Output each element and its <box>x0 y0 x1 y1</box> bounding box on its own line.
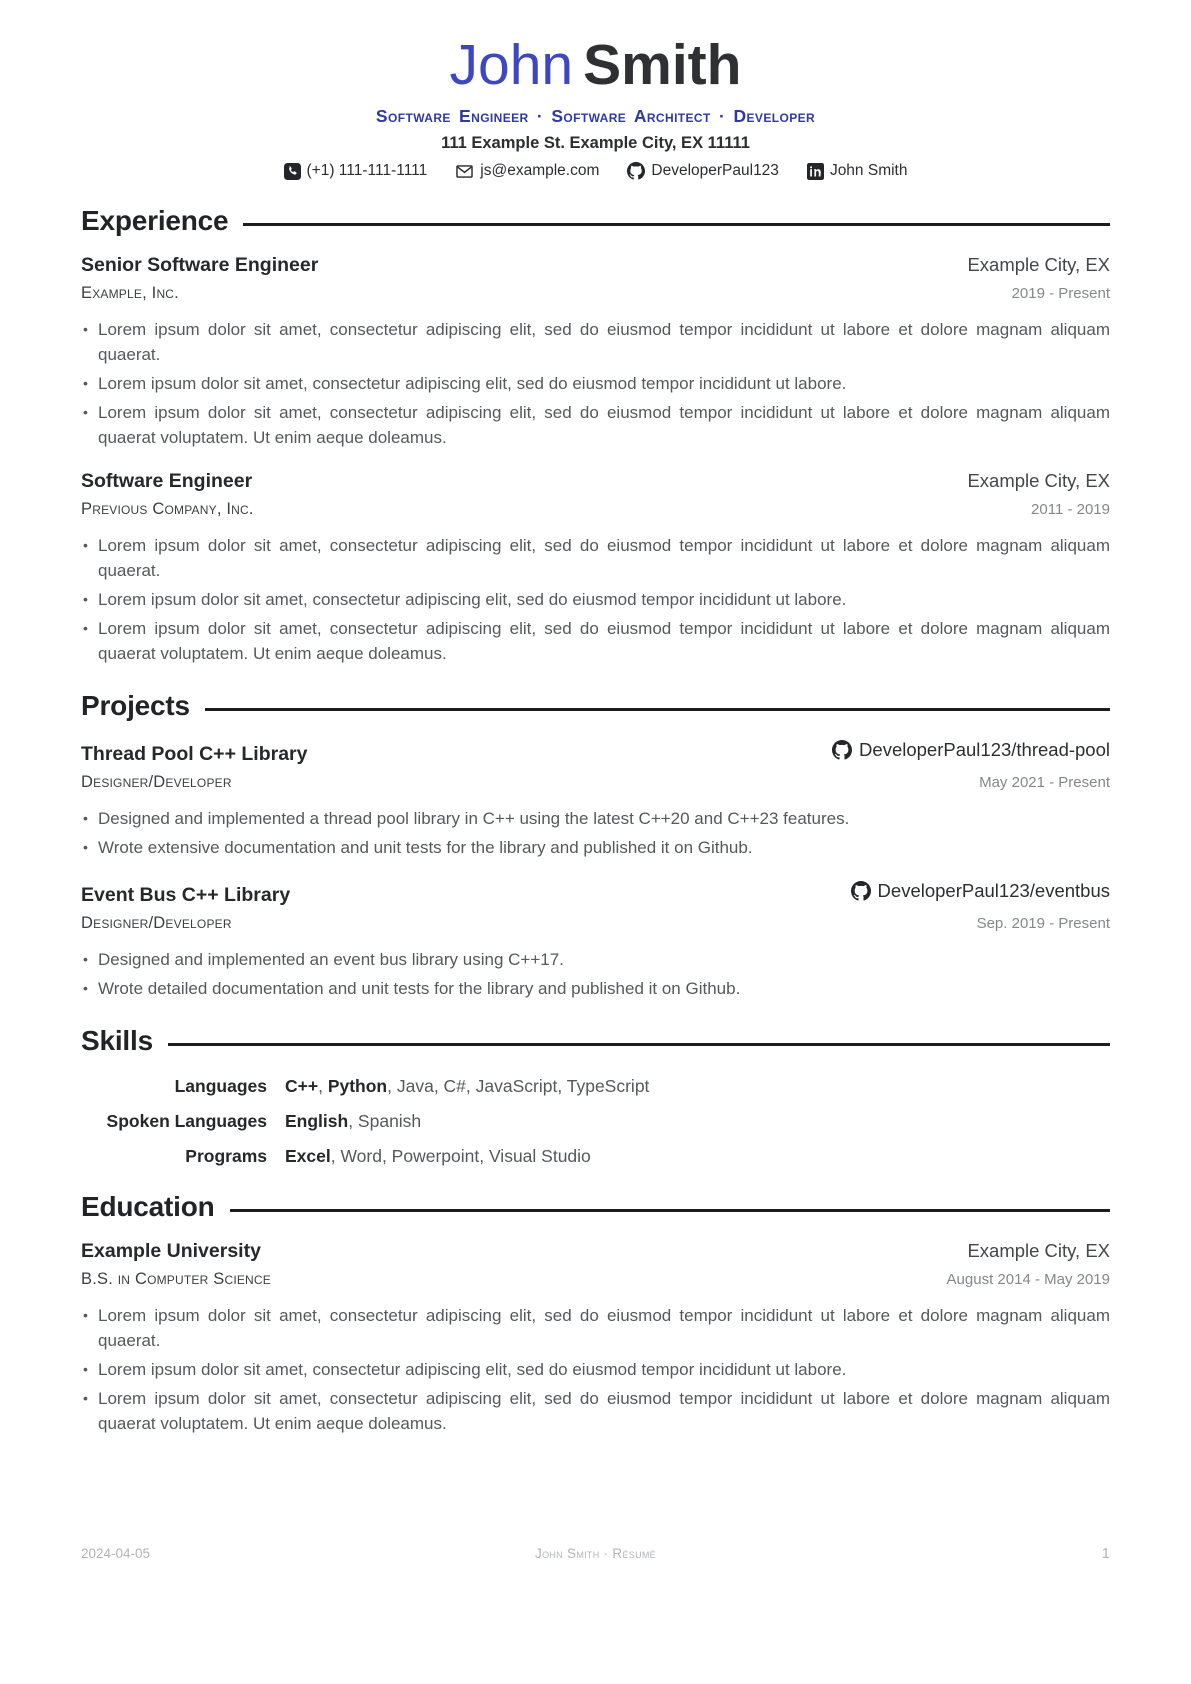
skill-value: , Word, Powerpoint, Visual Studio <box>330 1145 591 1166</box>
skill-values <box>285 1111 1110 1132</box>
skill-row <box>81 1076 1110 1097</box>
skill-value: Python <box>327 1075 388 1096</box>
address: 111 Example St. Example City, EX 11111 <box>441 133 750 152</box>
github-icon <box>851 881 871 901</box>
job-location: Example City, EX <box>967 253 1110 275</box>
entry-subheader-row <box>81 1270 1110 1289</box>
email-icon <box>455 162 474 181</box>
contact-item[interactable] <box>807 162 908 180</box>
section-projects <box>81 690 1110 1001</box>
section-education <box>81 1191 1110 1436</box>
bullet-item: • Designed and implemented an event bus library using C++17. <box>81 947 1110 972</box>
section-heading-skills <box>81 1025 1110 1057</box>
first-name-text: John <box>449 33 574 97</box>
bullet-list <box>81 533 1110 666</box>
contact-text: DeveloperPaul123 <box>651 162 779 180</box>
contact-item[interactable] <box>284 162 428 180</box>
degree-name: B.S. in Computer Science <box>81 1269 271 1288</box>
skill-category-label: Languages <box>174 1075 267 1096</box>
entry-header-row <box>81 470 1110 493</box>
skill-value: , Spanish <box>348 1110 422 1131</box>
section-heading-education <box>81 1191 1110 1223</box>
tagline: Software Engineer · Software Architect · Developer <box>375 105 816 126</box>
contact-text: (+1) 111-111-1111 <box>306 162 428 180</box>
experience-entries <box>81 254 1110 666</box>
entry-subheader-row <box>81 500 1110 519</box>
bullet-item: • Lorem ipsum dolor sit amet, consectetur adipiscing elit, sed do eiusmod tempor incididunt ut labore et dolore magnam aliquam quaerat. <box>81 317 1110 367</box>
school-name: Example University <box>81 1239 261 1262</box>
bullet-item: • Wrote detailed documentation and unit tests for the library and published it on Github. <box>81 976 1110 1001</box>
project-entry <box>81 880 1110 1001</box>
section-rule <box>205 708 1110 711</box>
section-experience <box>81 205 1110 666</box>
date-range: 2019 - Present <box>1011 284 1110 302</box>
bullet-item: • Lorem ipsum dolor sit amet, consectetur adipiscing elit, sed do eiusmod tempor incididunt ut labore et dolore magnam aliquam quaerat voluptatem. Ut enim aeque doleamus. <box>81 400 1110 450</box>
bullet-item: • Lorem ipsum dolor sit amet, consectetur adipiscing elit, sed do eiusmod tempor incididunt ut labore. <box>81 371 1110 396</box>
bullet-list <box>81 947 1110 1001</box>
bullet-list <box>81 1303 1110 1436</box>
date-range: 2011 - 2019 <box>1031 500 1110 518</box>
project-title: Thread Pool C++ Library <box>81 742 308 765</box>
bullet-list <box>81 806 1110 860</box>
section-title: Skills <box>81 1024 153 1056</box>
bullet-item: • Lorem ipsum dolor sit amet, consectetur adipiscing elit, sed do eiusmod tempor incididunt ut labore et dolore magnam aliquam quaerat voluptatem. Ut enim aeque doleamus. <box>81 1386 1110 1436</box>
experience-entry <box>81 470 1110 666</box>
school-location: Example City, EX <box>967 1239 1110 1261</box>
skill-value: C++ <box>285 1075 319 1096</box>
project-entries <box>81 739 1110 1001</box>
bullet-item: • Lorem ipsum dolor sit amet, consectetur adipiscing elit, sed do eiusmod tempor incididunt ut labore et dolore magnam aliquam quaerat voluptatem. Ut enim aeque doleamus. <box>81 616 1110 666</box>
project-role: Designer/Developer <box>81 913 232 932</box>
section-title: Projects <box>81 689 190 721</box>
date-range: May 2021 - Present <box>979 773 1110 791</box>
repo-link[interactable] <box>851 880 1110 902</box>
page-footer <box>81 1545 1110 1562</box>
skill-values <box>285 1076 1110 1097</box>
date-range: Sep. 2019 - Present <box>976 914 1110 932</box>
skill-category-label: Spoken Languages <box>106 1110 267 1131</box>
last-name-text: Smith <box>583 33 742 97</box>
entry-header-row <box>81 880 1110 907</box>
contact-item[interactable] <box>455 162 599 181</box>
skill-value: , Java, C#, JavaScript, TypeScript <box>387 1075 650 1096</box>
skill-row <box>81 1111 1110 1132</box>
job-title: Senior Software Engineer <box>81 253 319 276</box>
section-title: Experience <box>81 204 229 236</box>
skill-values <box>285 1146 1110 1167</box>
contact-text: js@example.com <box>480 162 600 180</box>
repo-text: DeveloperPaul123/eventbus <box>877 879 1110 901</box>
education-entry <box>81 1240 1110 1436</box>
section-rule <box>168 1043 1110 1046</box>
resume-header <box>81 33 1110 181</box>
company-name: Previous Company, Inc. <box>81 499 254 518</box>
education-entries <box>81 1240 1110 1436</box>
github-icon <box>832 740 852 760</box>
project-role: Designer/Developer <box>81 772 232 791</box>
footer-date: 2024-04-05 <box>81 1546 151 1561</box>
entry-subheader-row <box>81 284 1110 303</box>
contact-row <box>81 162 1110 181</box>
section-rule <box>243 223 1110 226</box>
section-title: Education <box>81 1190 215 1222</box>
skill-row <box>81 1146 1110 1167</box>
skill-category-label: Programs <box>185 1145 267 1166</box>
footer-title: John Smith · Résumé <box>535 1546 656 1561</box>
skill-value: English <box>285 1110 349 1131</box>
footer-page-number: 1 <box>1101 1545 1110 1562</box>
job-location: Example City, EX <box>967 469 1110 491</box>
github-icon <box>627 162 645 180</box>
section-heading-experience <box>81 205 1110 237</box>
company-name: Example, Inc. <box>81 283 179 302</box>
project-entry <box>81 739 1110 860</box>
repo-text: DeveloperPaul123/thread-pool <box>859 738 1110 760</box>
job-title: Software Engineer <box>81 469 253 492</box>
bullet-item: • Designed and implemented a thread pool library in C++ using the latest C++20 and C++23 features. <box>81 806 1110 831</box>
section-heading-projects <box>81 690 1110 722</box>
page-title <box>81 33 1110 97</box>
bullet-list <box>81 317 1110 450</box>
date-range: August 2014 - May 2019 <box>946 1270 1110 1288</box>
experience-entry <box>81 254 1110 450</box>
project-title: Event Bus C++ Library <box>81 883 291 906</box>
linkedin-icon <box>807 163 824 180</box>
entry-header-row <box>81 254 1110 277</box>
contact-text: John Smith <box>829 162 908 180</box>
bullet-item: • Lorem ipsum dolor sit amet, consectetur adipiscing elit, sed do eiusmod tempor incididunt ut labore et dolore magnam aliquam quaerat. <box>81 533 1110 583</box>
bullet-item: • Wrote extensive documentation and unit tests for the library and published it on Github. <box>81 835 1110 860</box>
bullet-item: • Lorem ipsum dolor sit amet, consectetur adipiscing elit, sed do eiusmod tempor incididunt ut labore et dolore magnam aliquam quaerat. <box>81 1303 1110 1353</box>
entry-subheader-row <box>81 914 1110 933</box>
section-skills <box>81 1025 1110 1167</box>
bullet-item: • Lorem ipsum dolor sit amet, consectetur adipiscing elit, sed do eiusmod tempor incididunt ut labore. <box>81 1357 1110 1382</box>
phone-icon <box>284 163 301 180</box>
skill-value: Excel <box>285 1145 331 1166</box>
skill-rows <box>81 1076 1110 1167</box>
entry-header-row <box>81 739 1110 766</box>
bullet-item: • Lorem ipsum dolor sit amet, consectetur adipiscing elit, sed do eiusmod tempor incididunt ut labore. <box>81 587 1110 612</box>
entry-header-row <box>81 1240 1110 1263</box>
skill-value: , <box>318 1075 328 1096</box>
repo-link[interactable] <box>832 739 1110 761</box>
contact-item[interactable] <box>627 162 779 180</box>
entry-subheader-row <box>81 773 1110 792</box>
section-rule <box>230 1209 1110 1212</box>
